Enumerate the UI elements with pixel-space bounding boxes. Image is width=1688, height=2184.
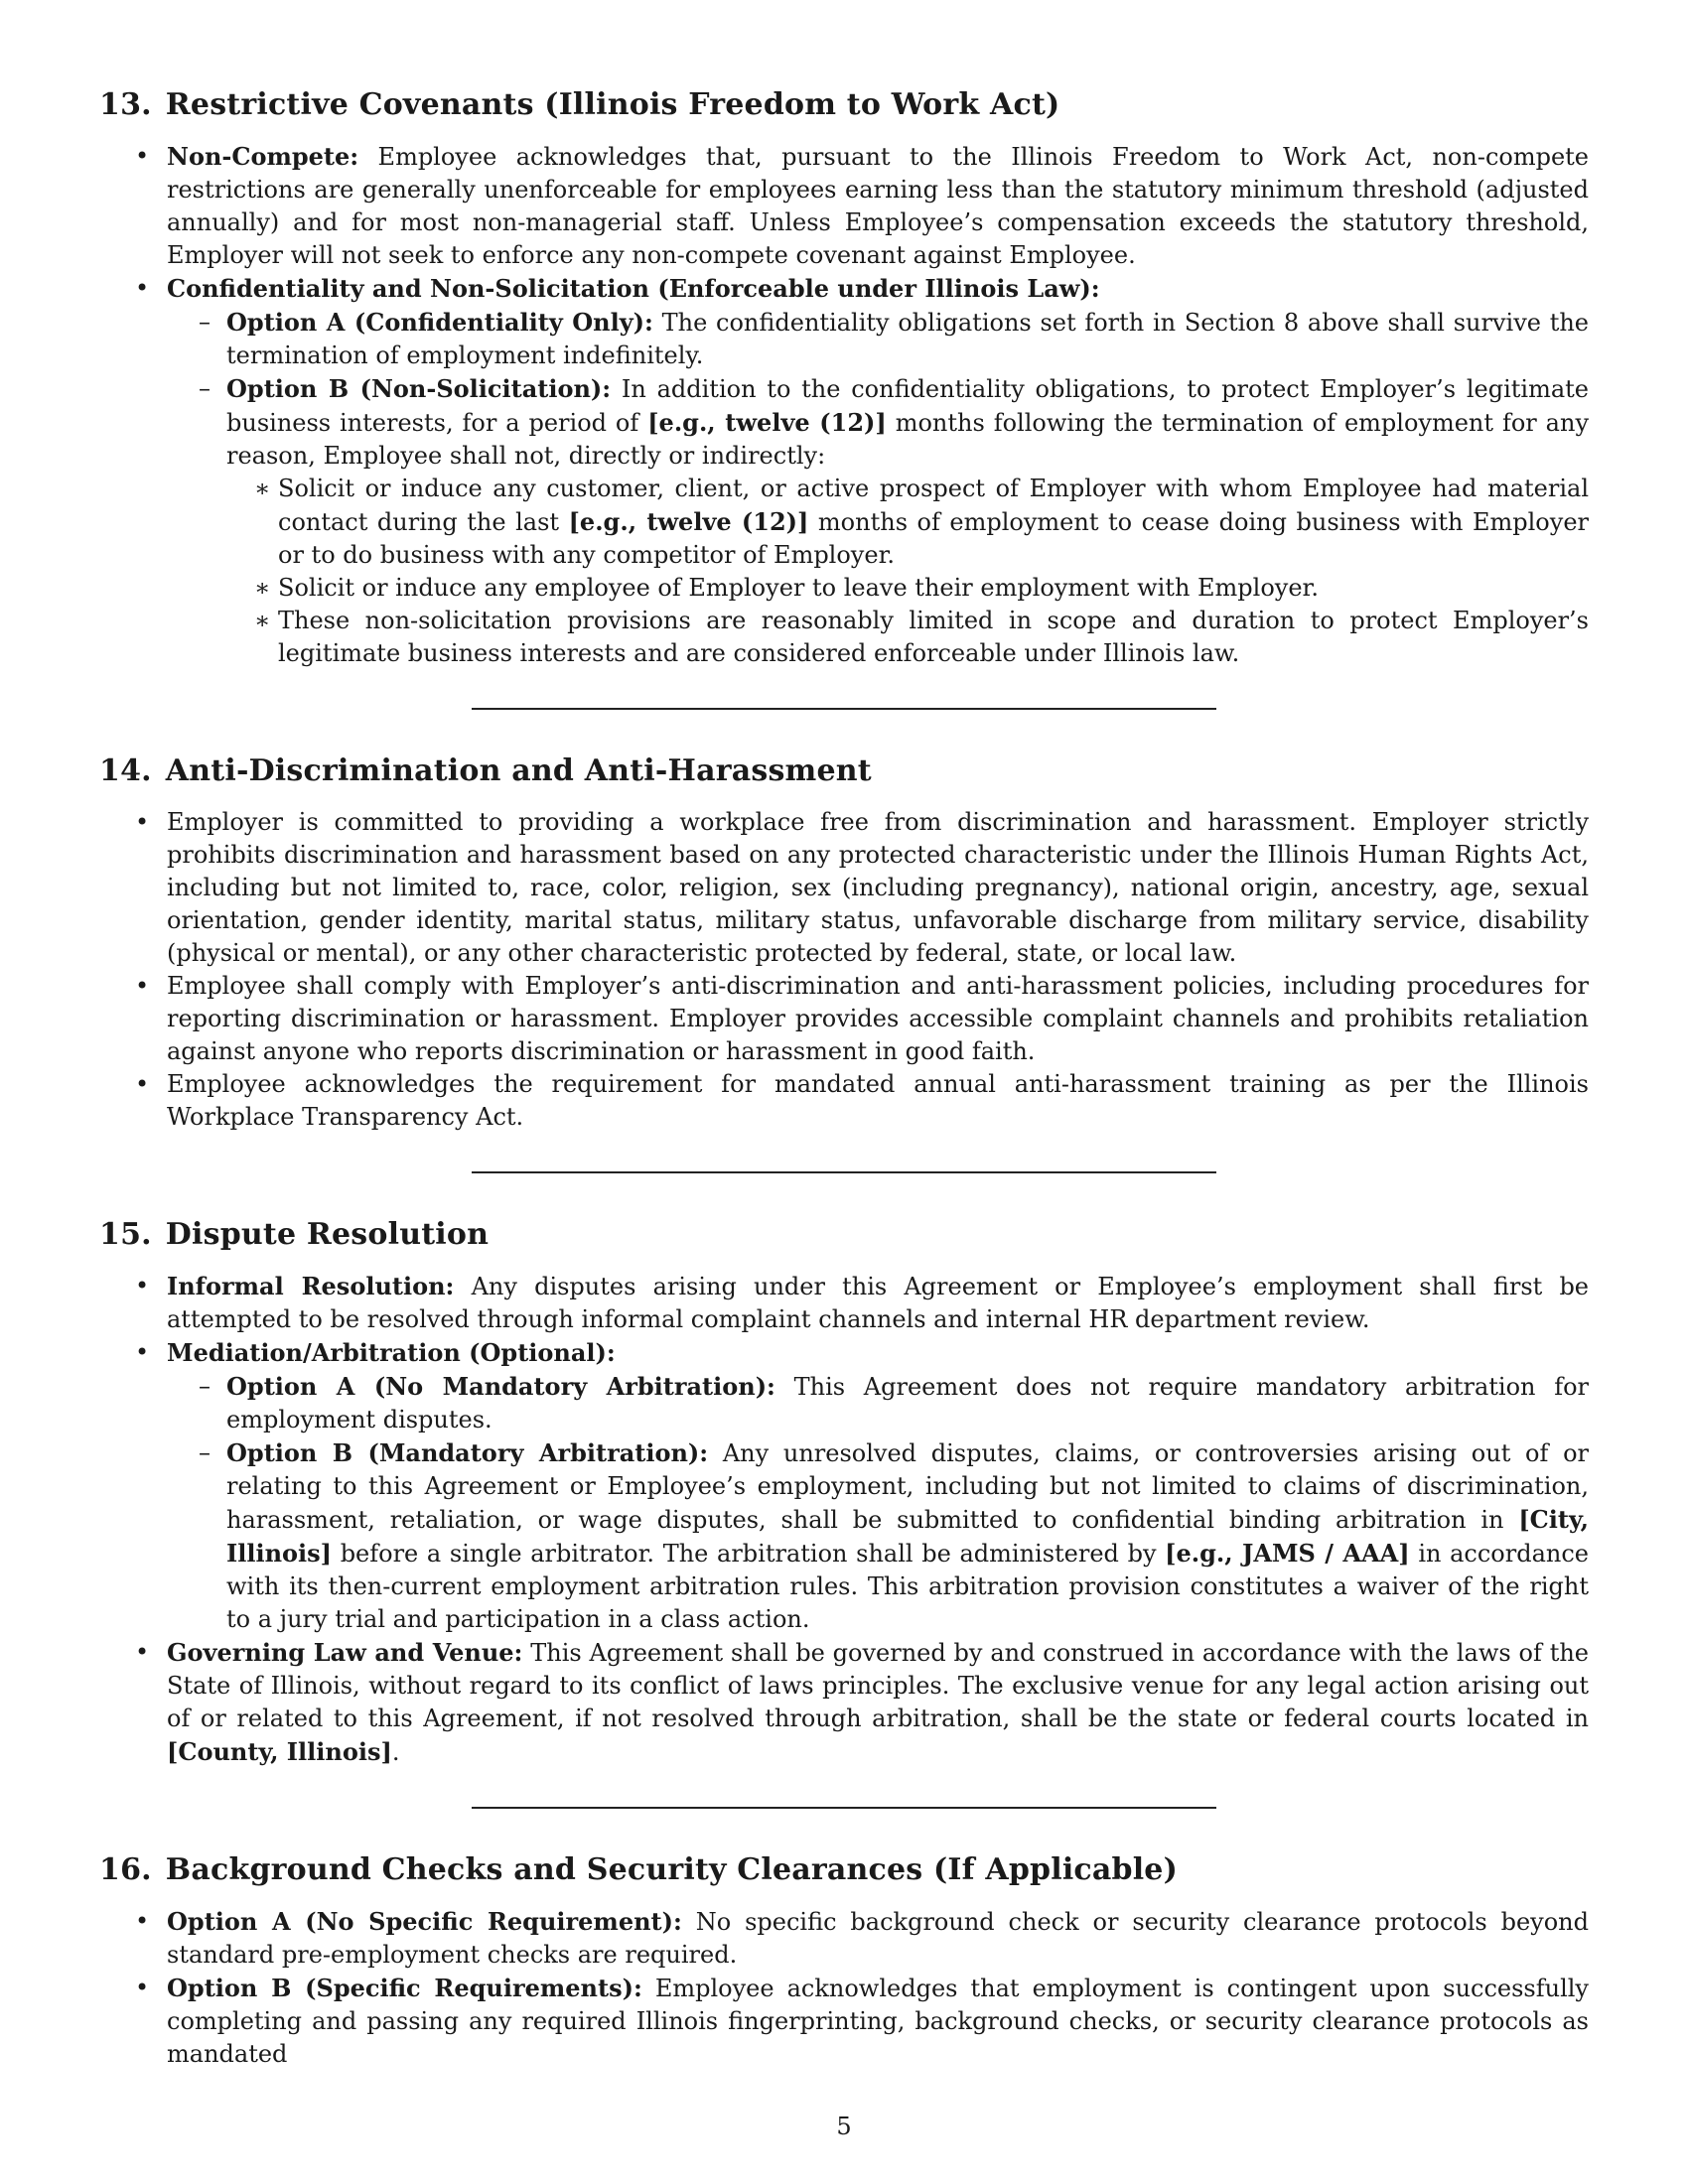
s16-option-b: • Option B (Specific Requirements): Employee acknowledges that employment is contingent upon successfully completing and passing any required Illinois fingerprinting, background checks, or security clearance protocols as mandated xyxy=(99,1972,1589,2071)
document-page xyxy=(99,87,1589,2071)
nonsolicit-customers: ∗ Solicit or induce any customer, client, or active prospect of Employer with whom Employee had material contact during the last [e.g., twelve (12)] months of employment to cease doing business with Employer or to do business with any competitor of Employer. xyxy=(226,473,1589,572)
mediation-arbitration-item: • Mediation/Arbitration (Optional): – Option A (No Mandatory Arbitration): This Agreement does not require mandatory arbitration for employment disputes. – Option B (Mandatory Arbitration): Any unresolved disputes, claims, or controversies arising out of or relating to this Agreement or Employee’s employment, including but not limited to claims of discrimination, harassment, retaliation, or wage disputes, shall be submitted to confidential binding arbitration in [City, Illinois] before a single arbitrator. The arbitration shall be administered by [e.g., JAMS / AAA] in accordance with its then-current employment arbitration rules. This arbitration provision constitutes a waiver of the right to a jury trial and participation in a class action. xyxy=(99,1336,1589,1636)
section-14-heading: 14. Anti-Discrimination and Anti-Harassment xyxy=(99,753,872,788)
section-14 xyxy=(99,753,1589,1134)
s13-option-b: – Option B (Non-Solicitation): In addition to the confidentiality obligations, to protect Employer’s legitimate business interests, for a period of [e.g., twelve (12)] months following the termination of employment for any reason, Employee shall not, directly or indirectly: ∗ Solicit or induce any customer, client, or active prospect of Employer with whom Employee had material contact during the last [e.g., twelve (12)] months of employment to cease doing business with Employer or to do business with any competitor of Employer. ∗ Solicit or induce any employee of Employer to leave their employment with Employer. ∗ These non-solicitation provisions are reasonably limited in scope and duration to protect Employer’s legitimate business interests and are considered enforceable under Illinois law. xyxy=(167,372,1589,670)
governing-law-item: • Governing Law and Venue: This Agreement shall be governed by and construed in accordance with the laws of the State of Illinois, without regard to its conflict of laws principles. The exclusive venue for any legal action arising out of or related to this Agreement, if not resolved through arbitration, shall be the state or federal courts located in [County, Illinois]. xyxy=(99,1636,1589,1769)
section-divider xyxy=(472,1807,1216,1809)
s15-option-b: – Option B (Mandatory Arbitration): Any unresolved disputes, claims, or controversies arising out of or relating to this Agreement or Employee’s employment, including but not limited to claims of discrimination, harassment, retaliation, or wage disputes, shall be submitted to confidential binding arbitration in [City, Illinois] before a single arbitrator. The arbitration shall be administered by [e.g., JAMS / AAA] in accordance with its then-current employment arbitration rules. This arbitration provision constitutes a waiver of the right to a jury trial and participation in a class action. xyxy=(167,1436,1589,1636)
nonsolicit-enforceability: ∗ These non-solicitation provisions are reasonably limited in scope and duration to protect Employer’s legitimate business interests and are considered enforceable under Illinois law. xyxy=(226,605,1589,670)
section-divider xyxy=(472,708,1216,710)
nonsolicit-employees: ∗ Solicit or induce any employee of Employer to leave their employment with Employer. xyxy=(226,572,1589,605)
section-divider xyxy=(472,1171,1216,1173)
section-13 xyxy=(99,87,1589,670)
section-15 xyxy=(99,1217,1589,1769)
section-16-heading: 16. Background Checks and Security Clearances (If Applicable) xyxy=(99,1852,1178,1887)
s14-bullet-1: • Employer is committed to providing a workplace free from discrimination and harassment. Employer strictly prohibits discrimination and harassment based on any protected characteristic under the Illinois Human Rights Act, including but not limited to, race, color, religion, sex (including pregnancy), national origin, ancestry, age, sexual orientation, gender identity, marital status, military status, unfavorable discharge from military service, disability (physical or mental), or any other characteristic protected by federal, state, or local law. xyxy=(99,806,1589,970)
section-15-heading: 15. Dispute Resolution xyxy=(99,1217,490,1252)
informal-resolution-item: • Informal Resolution: Any disputes arising under this Agreement or Employee’s employment shall first be attempted to be resolved through informal complaint channels and internal HR department review. xyxy=(99,1270,1589,1336)
noncompete-item: • Non-Compete: Employee acknowledges that, pursuant to the Illinois Freedom to Work Act, non-compete restrictions are generally unenforceable for employees earning less than the statutory minimum threshold (adjusted annually) and for most non-managerial staff. Unless Employee’s compensation exceeds the statutory threshold, Employer will not seek to enforce any non-compete covenant against Employee. xyxy=(99,140,1589,272)
s16-option-a: • Option A (No Specific Requirement): No specific background check or security clearance protocols beyond standard pre-employment checks are required. xyxy=(99,1905,1589,1972)
page-number: 5 xyxy=(836,2113,852,2140)
confidentiality-item: • Confidentiality and Non-Solicitation (Enforceable under Illinois Law): – Option A (Confidentiality Only): The confidentiality obligations set forth in Section 8 above shall survive the termination of employment indefinitely. – Option B (Non-Solicitation): In addition to the confidentiality obligations, to protect Employer’s legitimate business interests, for a period of [e.g., twelve (12)] months following the termination of employment for any reason, Employee shall not, directly or indirectly: ∗ Solicit or induce any customer, client, or active prospect of Employer with whom Employee had material contact during the last [e.g., twelve (12)] months of employment to cease doing business with Employer or to do business with any competitor of Employer. ∗ Solicit or induce any employee of Employer to leave their employment with Employer. ∗ These non-solicitation provisions are reasonably limited in scope and duration to protect Employer’s legitimate business interests and are considered enforceable under Illinois law. xyxy=(99,272,1589,670)
s15-option-a: – Option A (No Mandatory Arbitration): This Agreement does not require mandatory arbitration for employment disputes. xyxy=(167,1370,1589,1436)
s14-bullet-2: • Employee shall comply with Employer’s anti-discrimination and anti-harassment policies, including procedures for reporting discrimination or harassment. Employer provides accessible complaint channels and prohibits retaliation against anyone who reports discrimination or harassment in good faith. xyxy=(99,970,1589,1068)
s14-bullet-3: • Employee acknowledges the requirement for mandated annual anti-harassment training as per the Illinois Workplace Transparency Act. xyxy=(99,1068,1589,1134)
section-16 xyxy=(99,1852,1589,2071)
s13-option-a: – Option A (Confidentiality Only): The confidentiality obligations set forth in Section 8 above shall survive the termination of employment indefinitely. xyxy=(167,306,1589,372)
section-13-heading: 13. Restrictive Covenants (Illinois Freedom to Work Act) xyxy=(99,87,1060,122)
